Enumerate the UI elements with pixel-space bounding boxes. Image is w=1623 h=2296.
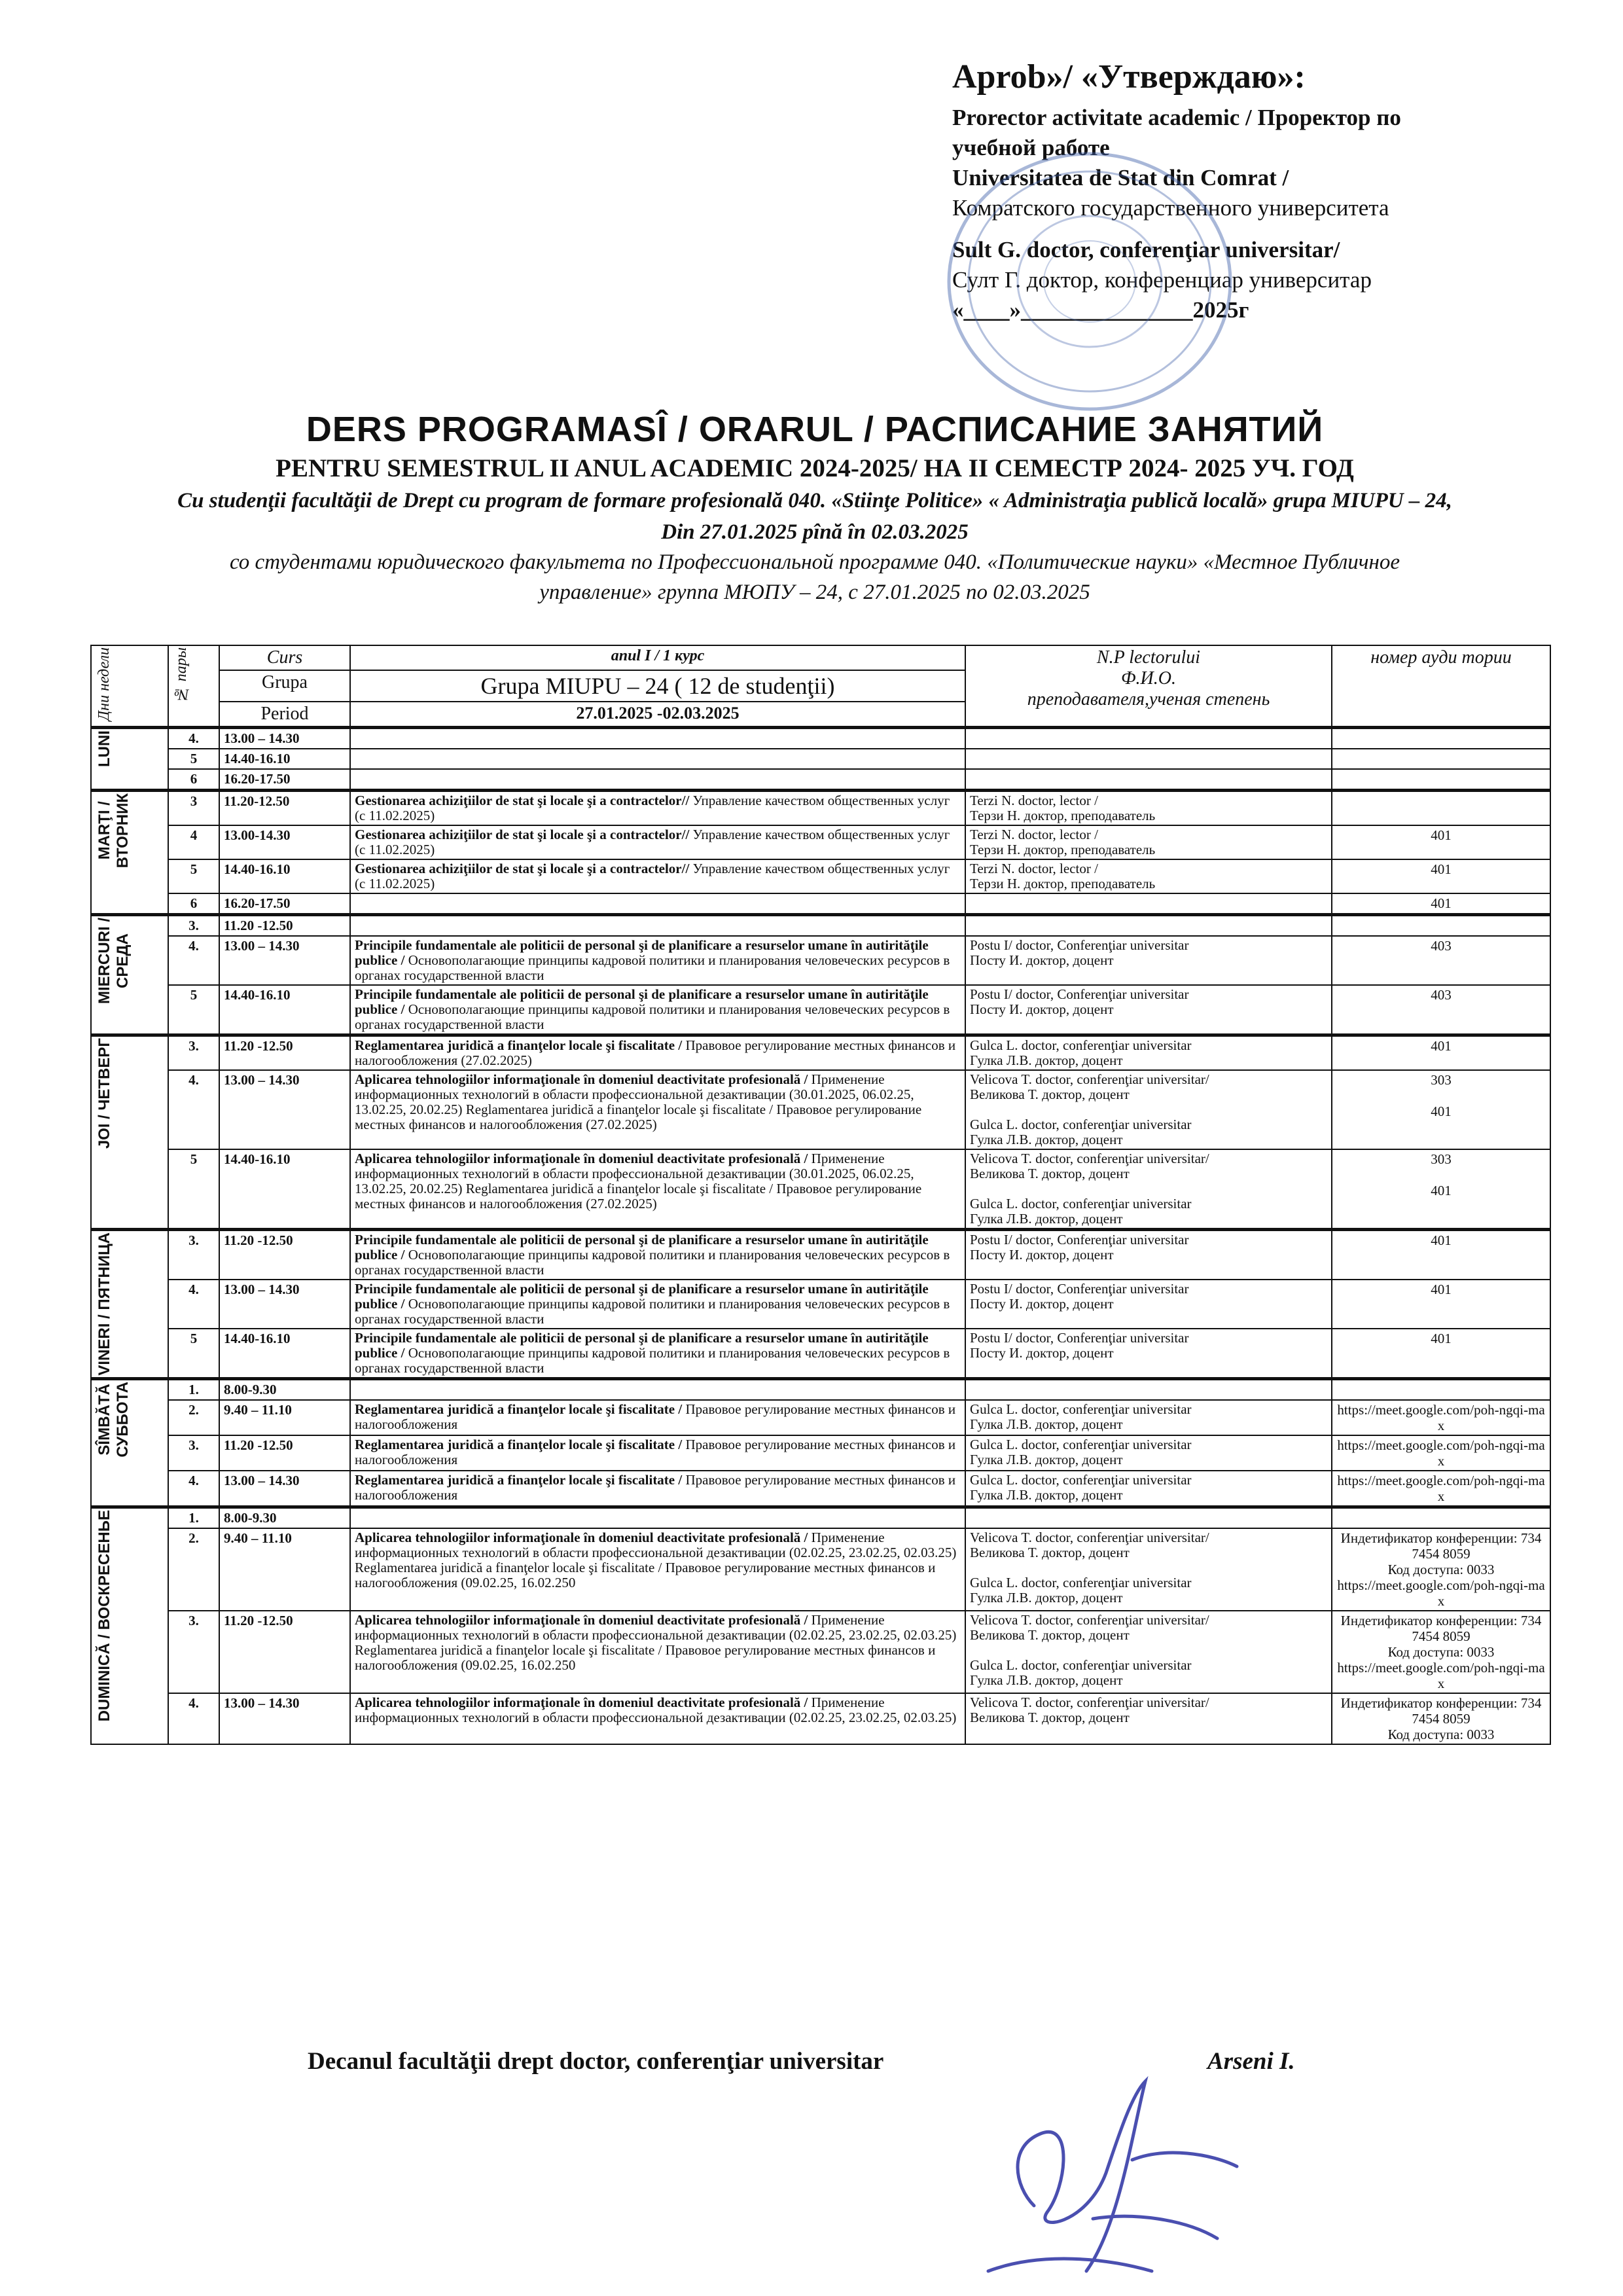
room-cell: https://meet.google.com/poh-ngqi-max (1332, 1471, 1550, 1507)
lecturer-cell: Gulca L. doctor, conferenţiar universitar Гулка Л.В. доктор, доцент (965, 1435, 1332, 1471)
table-row (91, 749, 1550, 769)
approval-date-line: «____»_______________2025г (952, 297, 1249, 323)
pair-time: 13.00 – 14.30 (219, 1471, 350, 1507)
lecturer-cell: Velicova T. doctor, conferenţiar universitar/ Великова Т. доктор, доцент Gulca L. doctor, conferenţiar universitar Гулка Л.В. доктор, доцент (965, 1528, 1332, 1611)
room-cell (1332, 728, 1550, 749)
pair-number: 3. (168, 915, 219, 937)
lecturer-cell: Postu I/ doctor, Conferenţiar universitar Посту И. доктор, доцент (965, 985, 1332, 1035)
room-cell (1332, 769, 1550, 791)
lecturer-cell (965, 915, 1332, 937)
pair-time: 13.00 – 14.30 (219, 728, 350, 749)
day-cell: MIERCURI / СРЕДА (91, 915, 168, 1035)
lecturer-cell (965, 893, 1332, 915)
lecturer-cell: Postu I/ doctor, Conferenţiar universitar Посту И. доктор, доцент (965, 1230, 1332, 1280)
room-cell: https://meet.google.com/poh-ngqi-max (1332, 1435, 1550, 1471)
pair-time: 11.20 -12.50 (219, 1435, 350, 1471)
subject-cell: Reglamentarea juridică a finanţelor locale şi fiscalitate / Правовое регулирование местных финансов и налогообложения (350, 1400, 965, 1435)
lecturer-cell: Postu I/ doctor, Conferenţiar universitar Посту И. доктор, доцент (965, 1329, 1332, 1379)
day-cell: LUNI (91, 728, 168, 791)
subject-cell: Gestionarea achiziţiilor de stat şi locale şi a contractelor// Управление качеством общественных услуг (с 11.02.2025) (350, 791, 965, 826)
pair-number: 4. (168, 1070, 219, 1149)
table-row (91, 728, 1550, 749)
document-subtitle: PENTRU SEMESTRUL II ANUL ACADEMIC 2024-2025/ НА II СЕМЕСТР 2024- 2025 УЧ. ГОД (276, 454, 1354, 482)
subject-cell (350, 915, 965, 937)
room-cell (1332, 749, 1550, 769)
pair-time: 9.40 – 11.10 (219, 1400, 350, 1435)
room-cell: 401 (1332, 1035, 1550, 1071)
table-row (91, 893, 1550, 915)
lecturer-cell: Velicova T. doctor, conferenţiar universitar/ Великова Т. доктор, доцент Gulca L. doctor, conferenţiar universitar Гулка Л.В. доктор, доцент (965, 1149, 1332, 1230)
lecturer-cell: Velicova T. doctor, conferenţiar universitar/ Великова Т. доктор, доцент Gulca L. doctor, conferenţiar universitar Гулка Л.В. доктор, доцент (965, 1611, 1332, 1693)
pair-time: 13.00 – 14.30 (219, 1070, 350, 1149)
header-room: номер ауди тории (1332, 645, 1550, 728)
room-cell (1332, 791, 1550, 826)
pair-time: 13.00-14.30 (219, 825, 350, 859)
subject-cell: Aplicarea tehnologiilor informaţionale în domeniul deactivitate profesională / Применение информационных технологий в области профессиональной дезактивации (30.01.2025, 06.02.25, 13.02.25, 20.02.25) Reglamentarea juridică a finanţelor locale şi fiscalitate / Правовое регулирование местных финансов и налогообложения (27.02.2025) (350, 1149, 965, 1230)
pair-time: 8.00-9.30 (219, 1507, 350, 1529)
lecturer-cell: Terzi N. doctor, lector / Терзи Н. доктор, преподаватель (965, 791, 1332, 826)
room-cell: 303 401 (1332, 1149, 1550, 1230)
pair-number: 5 (168, 859, 219, 893)
subject-cell (350, 749, 965, 769)
pair-number: 4. (168, 1471, 219, 1507)
room-cell: Индетификатор конференции: 734 7454 8059 Код доступа: 0033 https://meet.google.com/poh-ngqi-max (1332, 1528, 1550, 1611)
lecturer-cell (965, 1379, 1332, 1401)
pair-time: 9.40 – 11.10 (219, 1528, 350, 1611)
table-row (91, 1471, 1550, 1507)
table-row (91, 1507, 1550, 1529)
header-curs: Curs (219, 645, 350, 670)
pair-time: 16.20-17.50 (219, 893, 350, 915)
header-period-value: 27.01.2025 -02.03.2025 (350, 702, 965, 728)
room-cell: 403 (1332, 936, 1550, 985)
approval-line-3: Universitatea de Stat din Comrat / (952, 165, 1289, 190)
table-row (91, 1611, 1550, 1693)
subject-cell: Reglamentarea juridică a finanţelor locale şi fiscalitate / Правовое регулирование местных финансов и налогообложения (350, 1435, 965, 1471)
pair-time: 14.40-16.10 (219, 985, 350, 1035)
room-cell: Индетификатор конференции: 734 7454 8059 Код доступа: 0033 (1332, 1693, 1550, 1744)
lecturer-cell: Gulca L. doctor, conferenţiar universitar Гулка Л.В. доктор, доцент (965, 1400, 1332, 1435)
pair-number: 4. (168, 1280, 219, 1329)
pair-time: 11.20 -12.50 (219, 915, 350, 937)
pair-number: 5 (168, 1329, 219, 1379)
subject-cell: Gestionarea achiziţiilor de stat şi locale şi a contractelor// Управление качеством общественных услуг (с 11.02.2025) (350, 825, 965, 859)
pair-time: 11.20 -12.50 (219, 1035, 350, 1071)
pair-time: 14.40-16.10 (219, 749, 350, 769)
day-cell: MARŢI / ВТОРНИК (91, 791, 168, 915)
approval-line-1: Prorector activitate academic / Проректор по (952, 105, 1401, 130)
day-cell: DUMINICĂ / ВОСКРЕСЕНЬЕ (91, 1507, 168, 1745)
pair-number: 4. (168, 728, 219, 749)
day-cell: SÎMBĂTĂ СУББОТА (91, 1379, 168, 1507)
table-row (91, 936, 1550, 985)
header-days: Дни недели (91, 645, 168, 728)
pair-time: 11.20 -12.50 (219, 1611, 350, 1693)
approval-line-5: Sult G. doctor, conferenţiar universitar/ (952, 237, 1340, 262)
room-cell: 401 (1332, 893, 1550, 915)
table-row (91, 985, 1550, 1035)
subject-cell: Principile fundamentale ale politicii de personal şi de planificare a resurselor umane în autirităţile publice / Основополагающие принципы кадровой политики и планирования человеческих ресурсов в органах государственной власти (350, 1280, 965, 1329)
pair-time: 14.40-16.10 (219, 1149, 350, 1230)
room-cell (1332, 915, 1550, 937)
lecturer-cell: Postu I/ doctor, Conferenţiar universitar Посту И. доктор, доцент (965, 1280, 1332, 1329)
day-cell: JOI / ЧЕТВЕРГ (91, 1035, 168, 1230)
room-cell (1332, 1379, 1550, 1401)
subject-cell: Principile fundamentale ale politicii de personal şi de planificare a resurselor umane în autirităţile publice / Основополагающие принципы кадровой политики и планирования человеческих ресурсов в органах государственной власти (350, 936, 965, 985)
table-row (91, 769, 1550, 791)
table-row (91, 1693, 1550, 1744)
pair-number: 3. (168, 1435, 219, 1471)
subject-cell: Principile fundamentale ale politicii de personal şi de planificare a resurselor umane în autirităţile publice / Основополагающие принципы кадровой политики и планирования человеческих ресурсов в органах государственной власти (350, 1230, 965, 1280)
header-ru-line-1: со студентами юридического факультета по Профессиональной программе 040. «Политические науки» «Местное Публичное (229, 550, 1400, 574)
lecturer-cell (965, 1507, 1332, 1529)
header-group-name: Grupa MIUPU – 24 ( 12 de studenţii) (350, 670, 965, 702)
table-row (91, 1329, 1550, 1379)
room-cell: 401 (1332, 825, 1550, 859)
pair-number: 4 (168, 825, 219, 859)
lecturer-cell: Terzi N. doctor, lector / Терзи Н. доктор, преподаватель (965, 825, 1332, 859)
room-cell: 303 401 (1332, 1070, 1550, 1149)
room-cell (1332, 1507, 1550, 1529)
pair-time: 8.00-9.30 (219, 1379, 350, 1401)
table-row (91, 915, 1550, 937)
approval-line-2: учебной работе (952, 135, 1110, 160)
room-cell: https://meet.google.com/poh-ngqi-max (1332, 1400, 1550, 1435)
header-ru-line-2: управление» группа МЮПУ – 24, с 27.01.2025 по 02.03.2025 (539, 581, 1090, 604)
dean-name: Arseni I. (1207, 2048, 1295, 2075)
pair-time: 11.20 -12.50 (219, 1230, 350, 1280)
table-row (91, 825, 1550, 859)
table-row (91, 1280, 1550, 1329)
pair-number: 4. (168, 936, 219, 985)
subject-cell: Reglamentarea juridică a finanţelor locale şi fiscalitate / Правовое регулирование местных финансов и налогообложения (27.02.2025) (350, 1035, 965, 1071)
pair-number: 2. (168, 1528, 219, 1611)
approval-line-4: Комратского государственного университета (952, 195, 1389, 221)
table-row (91, 1230, 1550, 1280)
subject-cell: Aplicarea tehnologiilor informaţionale în domeniul deactivitate profesională / Применение информационных технологий в области профессиональной дезактивации (30.01.2025, 06.02.25, 13.02.25, 20.02.25) Reglamentarea juridică a finanţelor locale şi fiscalitate / Правовое регулирование местных финансов и налогообложения (27.02.2025) (350, 1070, 965, 1149)
pair-time: 14.40-16.10 (219, 1329, 350, 1379)
subject-cell: Reglamentarea juridică a finanţelor locale şi fiscalitate / Правовое регулирование местных финансов и налогообложения (350, 1471, 965, 1507)
pair-number: 6 (168, 769, 219, 791)
pair-number: 3. (168, 1230, 219, 1280)
table-row (91, 1035, 1550, 1071)
table-row (91, 1149, 1550, 1230)
approval-title: Aprob»/ «Утверждаю»: (952, 58, 1306, 96)
day-cell: VINERI / ПЯТНИЦА (91, 1230, 168, 1379)
approval-line-6: Султ Г. доктор, конференциар университар (952, 267, 1372, 293)
room-cell: Индетификатор конференции: 734 7454 8059 Код доступа: 0033 https://meet.google.com/poh-ngqi-max (1332, 1611, 1550, 1693)
table-row (91, 859, 1550, 893)
header-ro-line-2: Din 27.01.2025 pînă în 02.03.2025 (661, 520, 969, 544)
header-period: Period (219, 702, 350, 728)
pair-time: 11.20-12.50 (219, 791, 350, 826)
pair-time: 13.00 – 14.30 (219, 1280, 350, 1329)
signature-icon (936, 2055, 1263, 2291)
pair-time: 13.00 – 14.30 (219, 936, 350, 985)
table-row (91, 1379, 1550, 1401)
pair-number: 6 (168, 893, 219, 915)
dean-line: Decanul facultăţii drept doctor, conferenţiar universitar (308, 2048, 884, 2075)
header-grupa: Grupa (219, 670, 350, 702)
room-cell: 401 (1332, 1280, 1550, 1329)
header-pair-number: № пары (168, 645, 219, 728)
lecturer-cell: Gulca L. doctor, conferenţiar universitar Гулка Л.В. доктор, доцент (965, 1035, 1332, 1071)
subject-cell: Gestionarea achiziţiilor de stat şi locale şi a contractelor// Управление качеством общественных услуг (с 11.02.2025) (350, 859, 965, 893)
pair-time: 16.20-17.50 (219, 769, 350, 791)
pair-time: 14.40-16.10 (219, 859, 350, 893)
subject-cell (350, 1379, 965, 1401)
pair-number: 3 (168, 791, 219, 826)
room-cell: 401 (1332, 1329, 1550, 1379)
pair-number: 5 (168, 749, 219, 769)
lecturer-cell: Velicova T. doctor, conferenţiar universitar/ Великова Т. доктор, доцент (965, 1693, 1332, 1744)
subject-cell: Aplicarea tehnologiilor informaţionale în domeniul deactivitate profesională / Применение информационных технологий в области профессиональной дезактивации (02.02.25, 23.02.25, 02.03.25) Reglamentarea juridică a finanţelor locale şi fiscalitate / Правовое регулирование местных финансов и налогообложения (09.02.25, 16.02.250 (350, 1528, 965, 1611)
subject-cell: Principile fundamentale ale politicii de personal şi de planificare a resurselor umane în autirităţile publice / Основополагающие принципы кадровой политики и планирования человеческих ресурсов в органах государственной власти (350, 1329, 965, 1379)
room-cell: 401 (1332, 1230, 1550, 1280)
lecturer-cell (965, 749, 1332, 769)
table-row (91, 1528, 1550, 1611)
subject-cell (350, 1507, 965, 1529)
lecturer-cell: Postu I/ doctor, Conferenţiar universitar Посту И. доктор, доцент (965, 936, 1332, 985)
subject-cell: Principile fundamentale ale politicii de personal şi de planificare a resurselor umane în autirităţile publice / Основополагающие принципы кадровой политики и планирования человеческих ресурсов в органах государственной власти (350, 985, 965, 1035)
subject-cell: Aplicarea tehnologiilor informaţionale în domeniul deactivitate profesională / Применение информационных технологий в области профессиональной дезактивации (02.02.25, 23.02.25, 02.03.25) (350, 1693, 965, 1744)
pair-number: 5 (168, 1149, 219, 1230)
room-cell: 403 (1332, 985, 1550, 1035)
document-header (79, 409, 1551, 606)
lecturer-cell: Gulca L. doctor, conferenţiar universitar Гулка Л.В. доктор, доцент (965, 1471, 1332, 1507)
header-course-year: anul I / 1 курс (350, 645, 965, 670)
subject-cell (350, 728, 965, 749)
subject-cell: Aplicarea tehnologiilor informaţionale în domeniul deactivitate profesională / Применение информационных технологий в области профессиональной дезактивации (02.02.25, 23.02.25, 02.03.25) Reglamentarea juridică a finanţelor locale şi fiscalitate / Правовое регулирование местных финансов и налогообложения (09.02.25, 16.02.250 (350, 1611, 965, 1693)
table-row (91, 1435, 1550, 1471)
pair-number: 1. (168, 1379, 219, 1401)
seal-stamp-icon (929, 141, 1243, 429)
room-cell: 401 (1332, 859, 1550, 893)
lecturer-cell: Velicova T. doctor, conferenţiar universitar/ Великова Т. доктор, доцент Gulca L. doctor, conferenţiar universitar Гулка Л.В. доктор, доцент (965, 1070, 1332, 1149)
table-row (91, 1070, 1550, 1149)
pair-number: 4. (168, 1693, 219, 1744)
table-row (91, 791, 1550, 826)
schedule-table (90, 645, 1551, 1745)
pair-number: 5 (168, 985, 219, 1035)
lecturer-cell (965, 728, 1332, 749)
pair-number: 1. (168, 1507, 219, 1529)
lecturer-cell: Terzi N. doctor, lector / Терзи Н. доктор, преподаватель (965, 859, 1332, 893)
header-lecturer: N.P lectorului Ф.И.О. преподавателя,ученая степень (965, 645, 1332, 728)
table-row (91, 1400, 1550, 1435)
pair-time: 13.00 – 14.30 (219, 1693, 350, 1744)
pair-number: 2. (168, 1400, 219, 1435)
document-title: DERS PROGRAMASÎ / ORARUL / РАСПИСАНИЕ ЗАНЯТИЙ (306, 410, 1324, 449)
subject-cell (350, 769, 965, 791)
pair-number: 3. (168, 1035, 219, 1071)
header-ro-line-1: Cu studenţii facultăţii de Drept cu program de formare profesională 040. «Stiinţe Politice» « Administraţia publică locală» grupa MIUPU – 24, (177, 489, 1452, 512)
lecturer-cell (965, 769, 1332, 791)
pair-number: 3. (168, 1611, 219, 1693)
subject-cell (350, 893, 965, 915)
